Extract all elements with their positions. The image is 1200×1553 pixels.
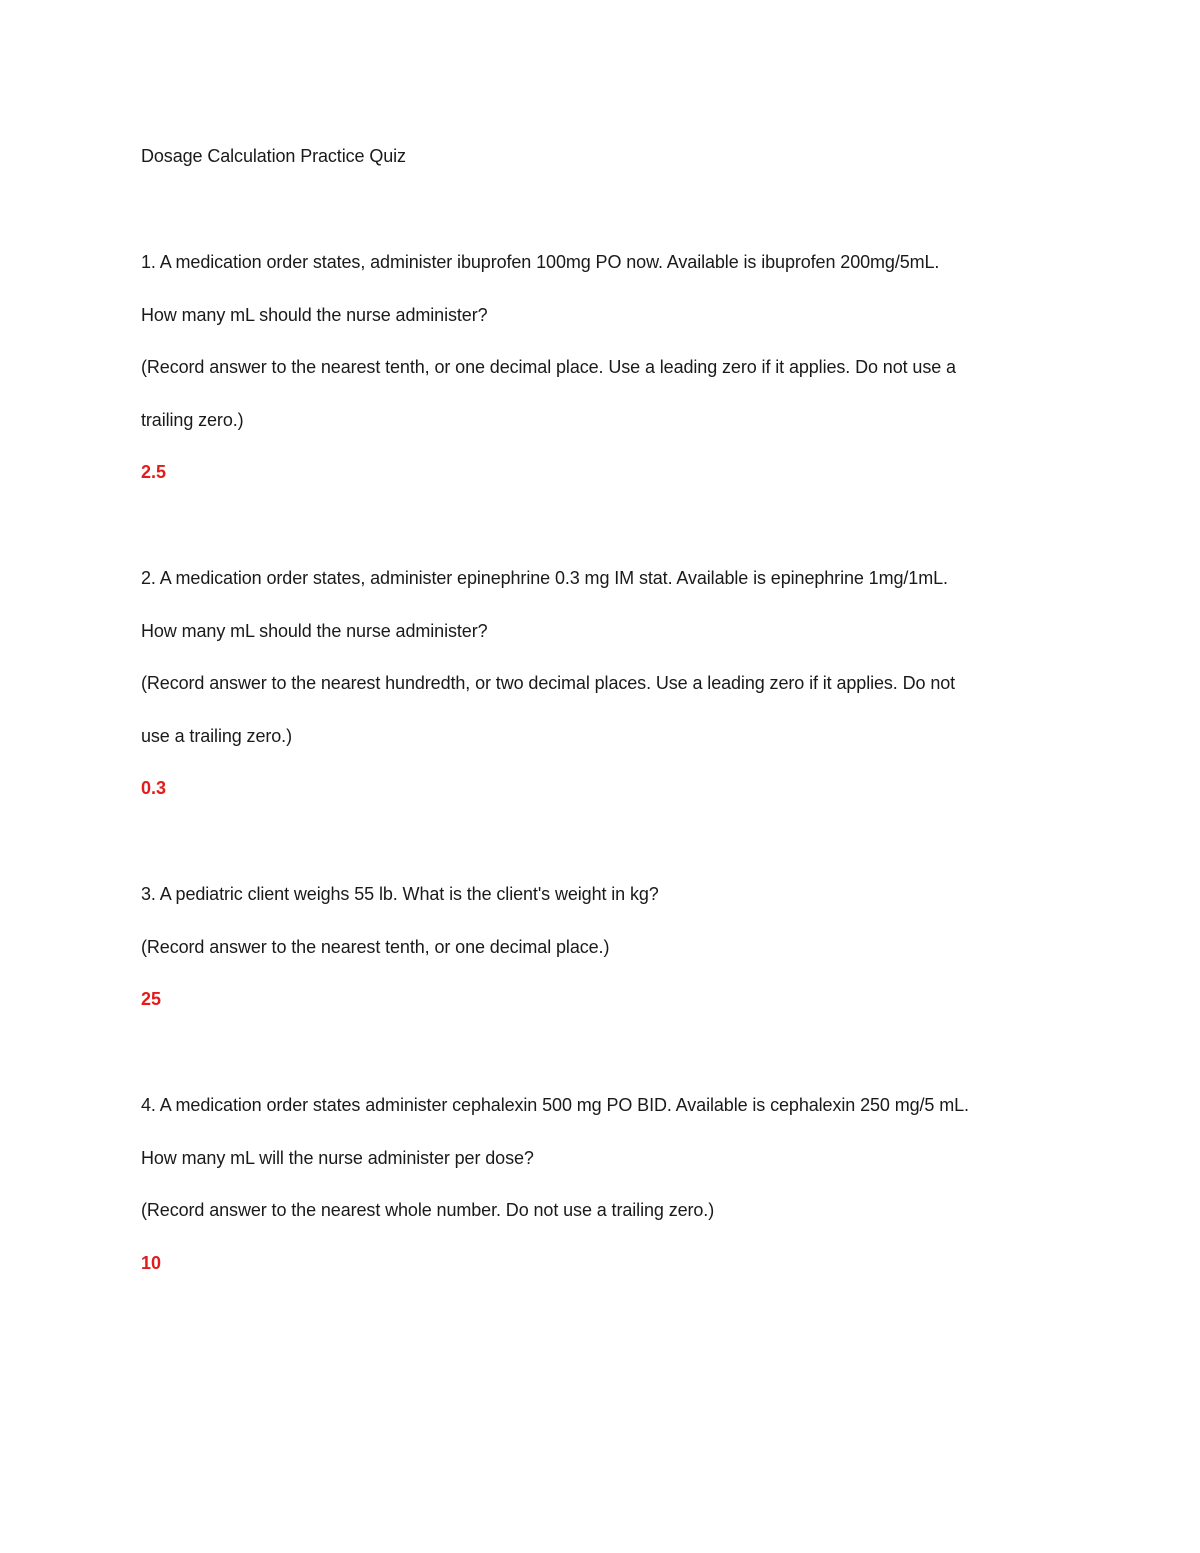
question-1 [141, 246, 1081, 488]
question-2-answer: 0.3 [141, 778, 167, 798]
question-3-line-1: 3. A pediatric client weighs 55 lb. What is the client's weight in kg? [141, 884, 659, 904]
question-4 [141, 1089, 1081, 1279]
document-body [141, 140, 1081, 1353]
question-2-line-1: 2. A medication order states, administer epinephrine 0.3 mg IM stat. Available is epinephrine 1mg/1mL. [141, 568, 948, 588]
question-2 [141, 562, 1081, 804]
question-3-answer: 25 [141, 989, 162, 1009]
question-3-line-2: (Record answer to the nearest tenth, or one decimal place.) [141, 936, 610, 957]
question-4-line-3: (Record answer to the nearest whole number. Do not use a trailing zero.) [141, 1200, 715, 1220]
question-1-line-1: 1. A medication order states, administer ibuprofen 100mg PO now. Available is ibuprofen 200mg/5mL. [141, 252, 940, 272]
question-2-line-4: use a trailing zero.) [141, 725, 292, 746]
question-1-line-3: (Record answer to the nearest tenth, or one decimal place. Use a leading zero if it applies. Do not use a [141, 357, 956, 377]
question-4-line-1: 4. A medication order states administer cephalexin 500 mg PO BID. Available is cephalexin 250 mg/5 mL. [141, 1095, 969, 1115]
question-1-line-2: How many mL should the nurse administer? [141, 304, 488, 325]
question-1-answer: 2.5 [141, 462, 167, 482]
question-4-answer: 10 [141, 1252, 162, 1273]
question-2-line-2: How many mL should the nurse administer? [141, 620, 488, 641]
question-4-line-2: How many mL will the nurse administer per dose? [141, 1147, 534, 1168]
question-3 [141, 878, 1081, 1015]
question-2-line-3: (Record answer to the nearest hundredth, or two decimal places. Use a leading zero if it applies. Do not [141, 673, 956, 693]
document-title: Dosage Calculation Practice Quiz [141, 146, 406, 166]
question-1-line-4: trailing zero.) [141, 409, 244, 430]
